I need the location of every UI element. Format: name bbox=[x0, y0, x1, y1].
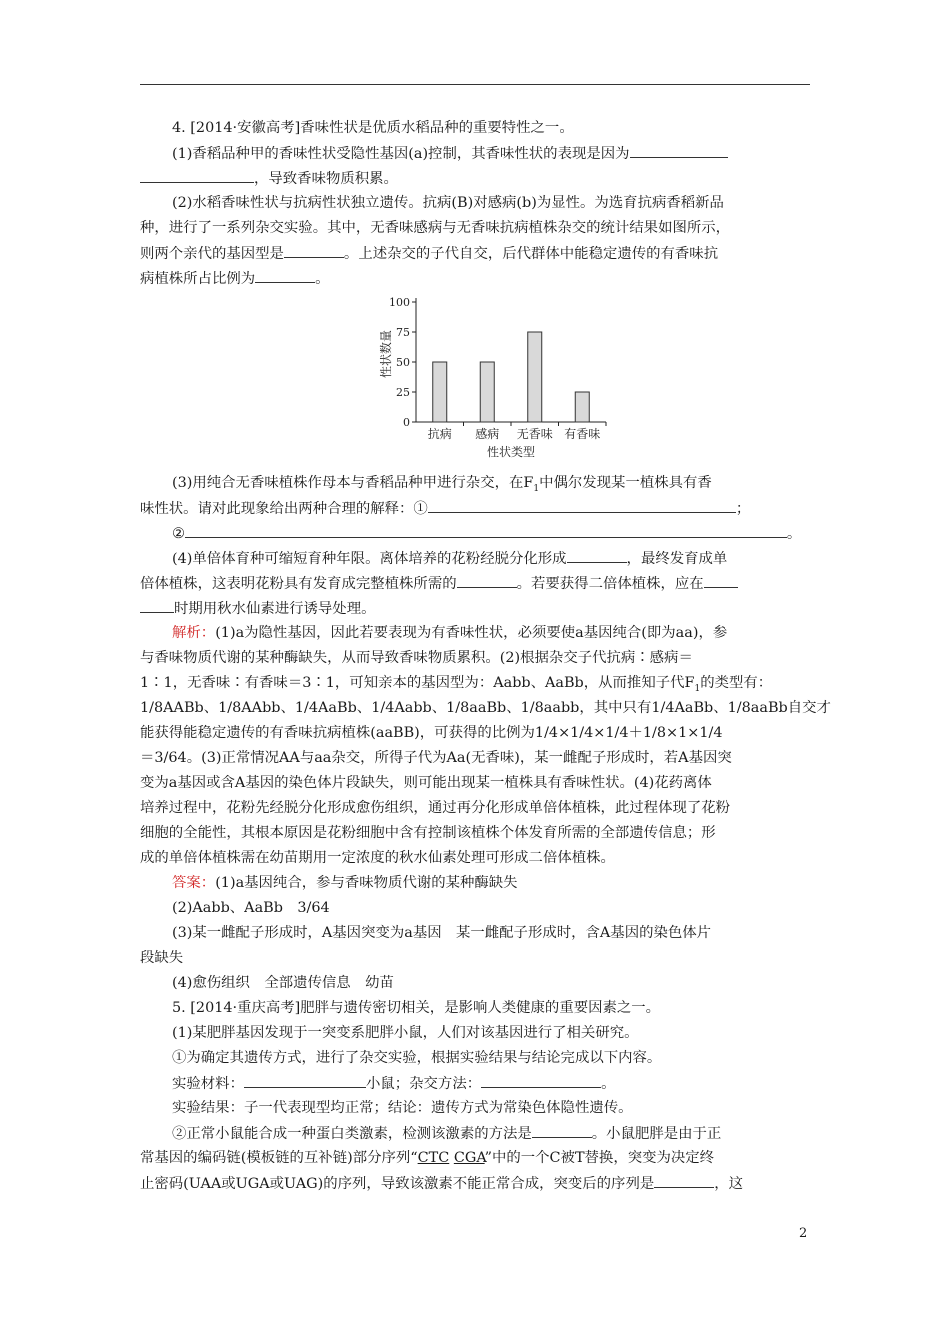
q5-line1: (1)某肥胖基因发现于一突变系肥胖小鼠，人们对该基因进行了相关研究。 bbox=[172, 1025, 639, 1041]
bar bbox=[480, 362, 494, 422]
q5-text: 实验材料： bbox=[172, 1076, 244, 1092]
sequence-underlined: CGA bbox=[453, 1150, 485, 1166]
q5-text: ②正常小鼠能合成一种蛋白类激素，检测该激素的方法是 bbox=[172, 1126, 532, 1142]
answer-line3: (3)某一雌配子形成时，A基因突变为a基因 某一雌配子形成时，含A基因的染色体片 bbox=[172, 925, 712, 941]
bar-chart bbox=[376, 291, 616, 469]
answer-blank[interactable] bbox=[140, 596, 174, 613]
x-tick-label: 无香味 bbox=[516, 427, 553, 441]
subscript: 1 bbox=[533, 483, 540, 494]
q4-p3-text: ② bbox=[172, 526, 185, 542]
q4-part3-line1 bbox=[140, 471, 810, 496]
analysis-line2: 与香味物质代谢的某种酶缺失，从而导致香味物质累积。(2)根据杂交子代抗病∶感病＝ bbox=[140, 650, 693, 666]
q5-line5 bbox=[140, 1121, 810, 1146]
q5-line2: ①为确定其遗传方式，进行了杂交实验，根据实验结果与结论完成以下内容。 bbox=[172, 1050, 662, 1066]
q4-p4-text-end: 时期用秋水仙素进行诱导处理。 bbox=[174, 601, 376, 617]
q4-part2-line3 bbox=[140, 241, 810, 266]
analysis-line6: ＝3/64。(3)正常情况AA与aa杂交，所得子代为Aa(无香味)，某一雌配子形成时，若A基因突 bbox=[140, 750, 732, 766]
x-axis-title: 性状类型 bbox=[486, 445, 536, 459]
q4-p3-text-end: 中偶尔发现某一植株具有香 bbox=[539, 475, 712, 491]
analysis-line8: 培养过程中，花粉先经脱分化形成愈伤组织，通过再分化形成单倍体植株，此过程体现了花粉 bbox=[140, 800, 731, 816]
q4-part4-line3 bbox=[140, 596, 810, 621]
answer-blank[interactable] bbox=[704, 571, 738, 588]
x-tick-label: 感病 bbox=[475, 427, 500, 441]
answer-blank[interactable] bbox=[654, 1171, 714, 1188]
q4-part2-line1: (2)水稻香味性状与抗病性状独立遗传。抗病(B)对感病(b)为显性。为选育抗病香稻新品 bbox=[172, 195, 724, 211]
q4-part3-line3 bbox=[140, 521, 810, 546]
analysis-line10: 成的单倍体植株需在幼苗期用一定浓度的秋水仙素处理可形成二倍体植株。 bbox=[140, 850, 615, 866]
answer-label: 答案： bbox=[172, 875, 216, 891]
q5-line7 bbox=[140, 1171, 810, 1196]
y-tick-label: 25 bbox=[396, 386, 410, 399]
y-tick-label: 100 bbox=[389, 296, 410, 309]
q5-line3 bbox=[140, 1071, 810, 1096]
q5-line6 bbox=[140, 1146, 810, 1171]
page-number: 2 bbox=[799, 1226, 808, 1241]
y-tick-label: 50 bbox=[396, 356, 410, 369]
answer-line1 bbox=[140, 871, 810, 896]
answer-line4: 段缺失 bbox=[140, 950, 184, 966]
analysis-line7: 变为a基因或含A基因的染色体片段缺失，则可能出现某一植株具有香味性状。(4)花药离体 bbox=[140, 775, 712, 791]
bar bbox=[433, 362, 447, 422]
answer-blank[interactable] bbox=[630, 141, 728, 158]
y-axis-title: 性状数量 bbox=[379, 329, 393, 379]
analysis-line1 bbox=[140, 621, 810, 646]
q4-part4-line2 bbox=[140, 571, 810, 596]
answer-text: (1)a基因纯合，参与香味物质代谢的某种酶缺失 bbox=[215, 875, 518, 891]
q4-p1-text: (1)香稻品种甲的香味性状受隐性基因(a)控制，其香味性状的表现是因为 bbox=[172, 146, 630, 162]
answer-line2: (2)Aabb、AaBb 3/64 bbox=[172, 900, 330, 916]
q5-text: 止密码(UAA或UGA或UAG)的序列，导致该激素不能正常合成，突变后的序列是 bbox=[140, 1176, 655, 1192]
q4-part2-line4 bbox=[140, 266, 810, 291]
analysis-text: 的类型有： bbox=[700, 675, 773, 691]
analysis-text: 1∶1，无香味∶有香味＝3∶1，可知亲本的基因型为：Aabb、AaBb，从而推知子代F bbox=[140, 675, 695, 691]
analysis-label: 解析： bbox=[172, 625, 216, 641]
answer-blank[interactable] bbox=[140, 166, 254, 183]
answer-blank[interactable] bbox=[244, 1071, 366, 1088]
answer-blank[interactable] bbox=[255, 266, 315, 283]
q4-p2-text: 则两个亲代的基因型是 bbox=[140, 246, 284, 262]
q4-p4-text: 倍体植株，这表明花粉具有发育成完整植株所需的 bbox=[140, 576, 457, 592]
analysis-line5: 能获得能稳定遗传的有香味抗病植株(aaBB)，可获得的比例为1/4×1/4×1/4＋1/8×1×1/4 bbox=[140, 725, 723, 741]
bar bbox=[575, 392, 589, 422]
analysis-line3 bbox=[140, 671, 810, 696]
answer-blank[interactable] bbox=[481, 1071, 601, 1088]
answer-blank[interactable] bbox=[428, 496, 736, 513]
q4-p1-text-end: ，导致香味物质积累。 bbox=[254, 171, 398, 187]
q5-heading: 5. [2014·重庆高考]肥胖与遗传密切相关，是影响人类健康的重要因素之一。 bbox=[172, 1000, 661, 1016]
q4-p2-text: 病植株所占比例为 bbox=[140, 271, 256, 287]
bar bbox=[528, 332, 542, 422]
sequence-underlined: CTC bbox=[417, 1150, 450, 1166]
q4-part1-line2 bbox=[140, 166, 810, 191]
q4-heading: 4. [2014·安徽高考]香味性状是优质水稻品种的重要特性之一。 bbox=[172, 120, 574, 136]
q4-p2-text-end: 。 bbox=[315, 271, 330, 287]
q4-p4-text-end: ，最终发育成单 bbox=[626, 551, 728, 567]
q5-text: 小鼠；杂交方法： bbox=[365, 1076, 482, 1092]
x-tick-label: 抗病 bbox=[427, 427, 452, 441]
subscript: 1 bbox=[694, 683, 701, 694]
page-body bbox=[140, 116, 831, 1196]
q5-line4: 实验结果：子一代表现型均正常；结论：遗传方式为常染色体隐性遗传。 bbox=[172, 1100, 633, 1116]
q5-text: 。小鼠肥胖是由于正 bbox=[591, 1126, 722, 1142]
answer-line5: (4)愈伤组织 全部遗传信息 幼苗 bbox=[172, 975, 394, 991]
q4-p3-text-end: ； bbox=[735, 501, 751, 517]
q4-p3-text: (3)用纯合无香味植株作母本与香稻品种甲进行杂交，在F bbox=[172, 475, 534, 491]
q4-p3-text-end: 。 bbox=[786, 526, 802, 542]
answer-blank[interactable] bbox=[457, 571, 517, 588]
q5-text: ”中的一个C被T替换，突变为决定终 bbox=[484, 1150, 715, 1166]
q5-text: 常基因的编码链(模板链的互补链)部分序列“ bbox=[140, 1150, 418, 1166]
analysis-text: (1)a为隐性基因，因此若要表现为有香味性状，必须要使a基因纯合(即为aa)，参 bbox=[215, 625, 728, 641]
q5-text: 。 bbox=[601, 1076, 616, 1092]
q4-p4-text-end: 。若要获得二倍体植株，应在 bbox=[516, 576, 704, 592]
q4-part2-line2: 种，进行了一系列杂交实验。其中，无香味感病与无香味抗病植株杂交的统计结果如图所示， bbox=[140, 220, 731, 236]
q5-text: ，这 bbox=[714, 1176, 744, 1192]
q4-p2-text-end: 。上述杂交的子代自交，后代群体中能稳定遗传的有香味抗 bbox=[343, 246, 719, 262]
answer-blank[interactable] bbox=[284, 241, 344, 258]
x-tick-label: 有香味 bbox=[564, 427, 601, 441]
q4-part1-line1 bbox=[140, 141, 810, 166]
q4-part4-line1 bbox=[140, 546, 810, 571]
answer-blank[interactable] bbox=[185, 521, 787, 538]
q4-p3-text: 味性状。请对此现象给出两种合理的解释：① bbox=[140, 501, 428, 517]
q4-p4-text: (4)单倍体育种可缩短育种年限。离体培养的花粉经脱分化形成 bbox=[172, 551, 567, 567]
y-tick-label: 0 bbox=[403, 416, 410, 429]
analysis-line9: 细胞的全能性，其根本原因是花粉细胞中含有控制该植株个体发育所需的全部遗传信息；形 bbox=[140, 825, 716, 841]
bar-chart-container bbox=[140, 291, 810, 471]
header-rule bbox=[140, 84, 810, 85]
analysis-line4: 1/8AABb、1/8AAbb、1/4AaBb、1/4Aabb、1/8aaBb、1/8aabb，其中只有1/4AaBb、1/8aaBb自交才 bbox=[140, 700, 831, 716]
answer-blank[interactable] bbox=[532, 1121, 592, 1138]
q4-part3-line2 bbox=[140, 496, 810, 521]
answer-blank[interactable] bbox=[567, 546, 627, 563]
y-tick-label: 75 bbox=[396, 326, 410, 339]
chart-bars bbox=[433, 332, 590, 422]
